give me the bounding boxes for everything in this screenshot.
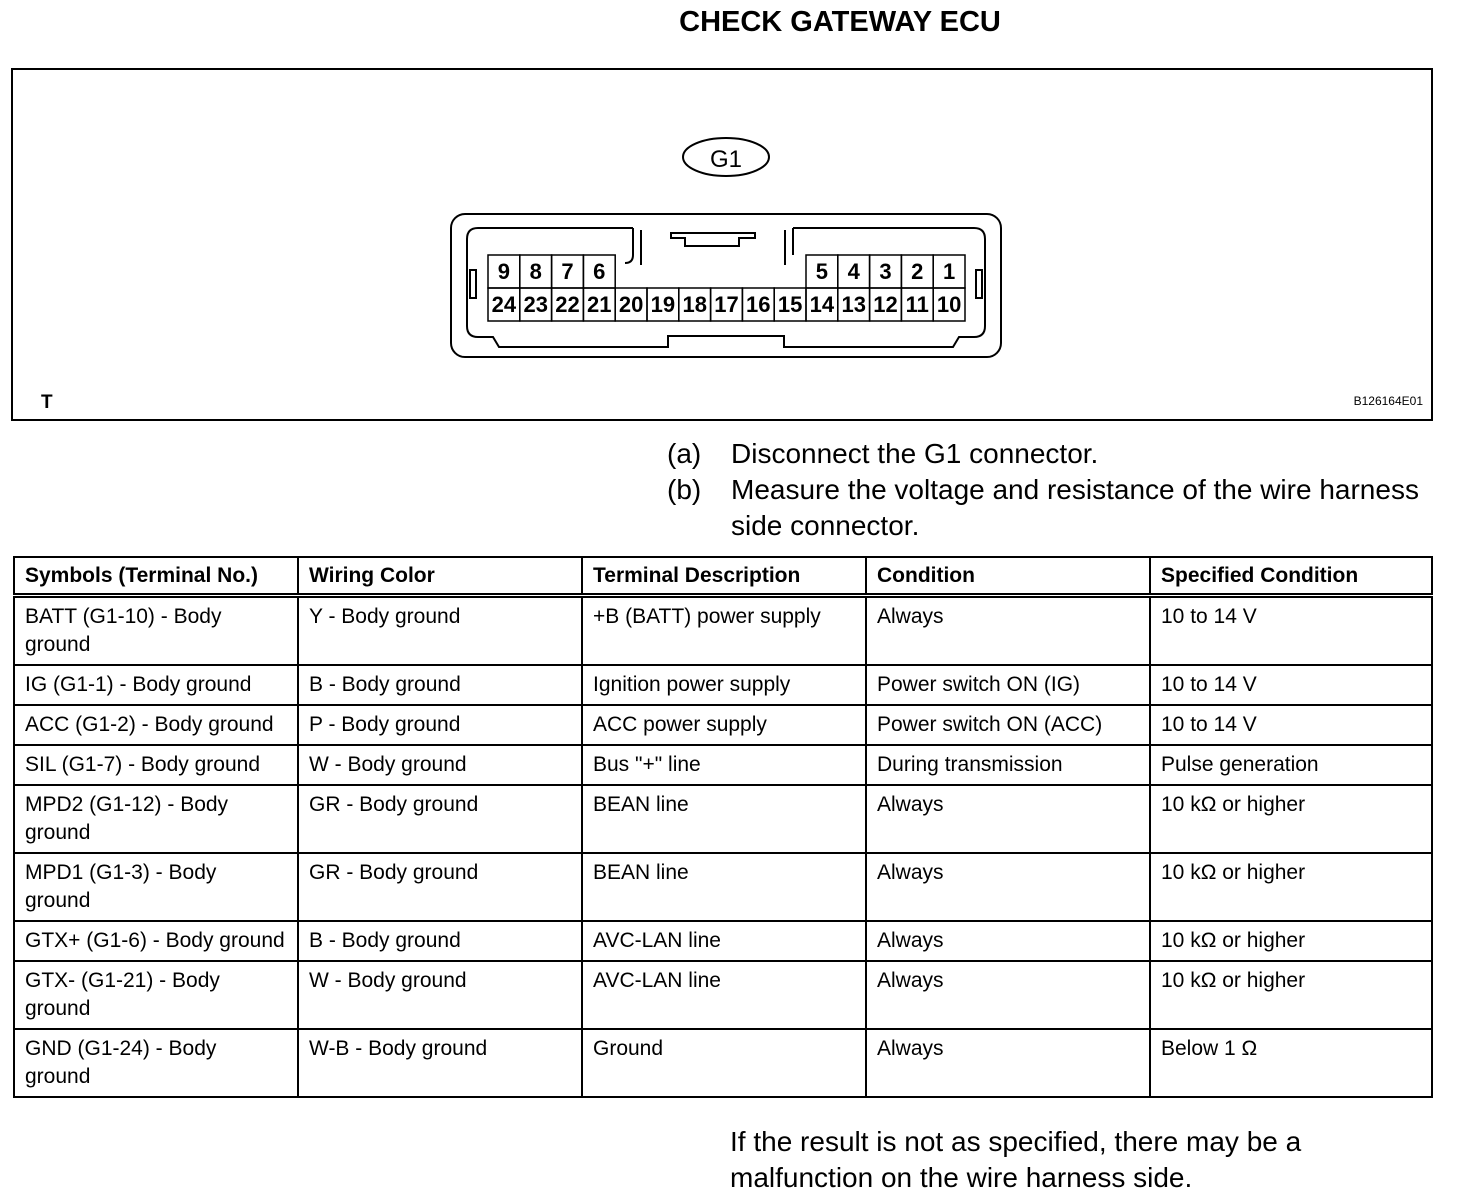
cell-description: BEAN line <box>582 853 866 921</box>
pin-label: 17 <box>714 292 739 317</box>
pin-label: 21 <box>587 292 612 317</box>
cell-symbol: SIL (G1-7) - Body ground <box>14 745 298 785</box>
col-header-terminal-description: Terminal Description <box>582 557 866 596</box>
col-header-specified-condition: Specified Condition <box>1150 557 1432 596</box>
result-note: If the result is not as specified, there may be a malfunction on the wire harness side. <box>730 1126 1302 1193</box>
pin-label: 14 <box>809 292 835 317</box>
pin-label: 24 <box>491 292 517 317</box>
cell-specified: 10 kΩ or higher <box>1150 961 1432 1029</box>
pin-label: 6 <box>593 259 606 284</box>
table-row <box>14 596 1432 666</box>
cell-specified: 10 to 14 V <box>1150 665 1432 705</box>
pin-label: 1 <box>942 259 956 284</box>
cell-symbol: GTX- (G1-21) - Body ground <box>14 961 298 1029</box>
cell-condition: Power switch ON (IG) <box>866 665 1150 705</box>
step-text: Measure the voltage and resistance of the wire harness side connector. <box>731 474 1419 541</box>
cell-symbol: GND (G1-24) - Body ground <box>14 1029 298 1097</box>
pin-label: 9 <box>497 259 511 284</box>
connector-figure <box>11 68 1433 421</box>
figure-letter: T <box>41 392 53 413</box>
cell-description: Bus "+" line <box>582 745 866 785</box>
table-header-row <box>14 557 1432 596</box>
cell-condition: Always <box>866 596 1150 666</box>
cell-symbol: BATT (G1-10) - Body ground <box>14 596 298 666</box>
pin-label: 22 <box>555 292 580 317</box>
cell-symbol: ACC (G1-2) - Body ground <box>14 705 298 745</box>
figure-code: B126164E01 <box>1353 394 1423 408</box>
cell-wiring-color: P - Body ground <box>298 705 582 745</box>
table-row <box>14 705 1432 745</box>
cell-description: Ignition power supply <box>582 665 866 705</box>
connector-diagram <box>13 70 1431 419</box>
cell-specified: Pulse generation <box>1150 745 1432 785</box>
table-row <box>14 745 1432 785</box>
cell-wiring-color: B - Body ground <box>298 665 582 705</box>
cell-description: AVC-LAN line <box>582 921 866 961</box>
table-row <box>14 921 1432 961</box>
pin-label: 16 <box>746 292 771 317</box>
cell-specified: 10 kΩ or higher <box>1150 785 1432 853</box>
cell-condition: Power switch ON (ACC) <box>866 705 1150 745</box>
cell-wiring-color: GR - Body ground <box>298 853 582 921</box>
pin-label: 8 <box>529 259 542 284</box>
table-row <box>14 853 1432 921</box>
cell-wiring-color: Y - Body ground <box>298 596 582 666</box>
pin-label: 7 <box>561 259 574 284</box>
table-row <box>14 785 1432 853</box>
pin-label: 4 <box>847 259 860 284</box>
cell-specified: 10 to 14 V <box>1150 596 1432 666</box>
table-row <box>14 961 1432 1029</box>
cell-condition: Always <box>866 853 1150 921</box>
cell-symbol: IG (G1-1) - Body ground <box>14 665 298 705</box>
side-key-left <box>470 270 476 298</box>
cell-specified: Below 1 Ω <box>1150 1029 1432 1097</box>
cell-description: BEAN line <box>582 785 866 853</box>
step-label: (a) <box>667 438 702 469</box>
cell-wiring-color: GR - Body ground <box>298 785 582 853</box>
cell-symbol: MPD1 (G1-3) - Body ground <box>14 853 298 921</box>
cell-specified: 10 kΩ or higher <box>1150 921 1432 961</box>
table-row <box>14 1029 1432 1097</box>
pin-label: 12 <box>873 292 898 317</box>
cell-wiring-color: W - Body ground <box>298 961 582 1029</box>
pin-label: 23 <box>523 292 548 317</box>
cell-description: +B (BATT) power supply <box>582 596 866 666</box>
cell-specified: 10 kΩ or higher <box>1150 853 1432 921</box>
pin-label: 13 <box>841 292 866 317</box>
cell-wiring-color: W-B - Body ground <box>298 1029 582 1097</box>
col-header-wiring-color: Wiring Color <box>298 557 582 596</box>
cell-wiring-color: B - Body ground <box>298 921 582 961</box>
cell-description: ACC power supply <box>582 705 866 745</box>
pin-label: 10 <box>936 292 962 317</box>
cell-description: Ground <box>582 1029 866 1097</box>
side-key-right <box>976 270 982 298</box>
pin-label: 3 <box>879 259 892 284</box>
cell-symbol: GTX+ (G1-6) - Body ground <box>14 921 298 961</box>
pin-label: 15 <box>777 292 803 317</box>
page-title: CHECK GATEWAY ECU <box>679 6 1001 38</box>
instruction-steps <box>667 436 1447 544</box>
step-text: Disconnect the G1 connector. <box>731 438 1099 469</box>
pin-label: 5 <box>815 259 829 284</box>
step-label: (b) <box>667 474 702 505</box>
pin-label: 19 <box>650 292 676 317</box>
pin-label: 18 <box>682 292 707 317</box>
cell-description: AVC-LAN line <box>582 961 866 1029</box>
step-a <box>667 436 1447 472</box>
cell-wiring-color: W - Body ground <box>298 745 582 785</box>
pin-label: 2 <box>911 259 924 284</box>
cell-condition: Always <box>866 1029 1150 1097</box>
col-header-condition: Condition <box>866 557 1150 596</box>
col-header-symbols: Symbols (Terminal No.) <box>14 557 298 596</box>
pin-grid <box>488 255 965 321</box>
cell-symbol: MPD2 (G1-12) - Body ground <box>14 785 298 853</box>
specification-table <box>13 556 1433 1098</box>
step-b <box>667 472 1447 544</box>
cell-condition: During transmission <box>866 745 1150 785</box>
table-row <box>14 665 1432 705</box>
cell-specified: 10 to 14 V <box>1150 705 1432 745</box>
pin-label: 20 <box>618 292 644 317</box>
cell-condition: Always <box>866 785 1150 853</box>
cell-condition: Always <box>866 961 1150 1029</box>
pin-label: 11 <box>905 292 929 317</box>
lock-tab-bar <box>671 233 755 246</box>
cell-condition: Always <box>866 921 1150 961</box>
connector-label: G1 <box>709 146 743 173</box>
